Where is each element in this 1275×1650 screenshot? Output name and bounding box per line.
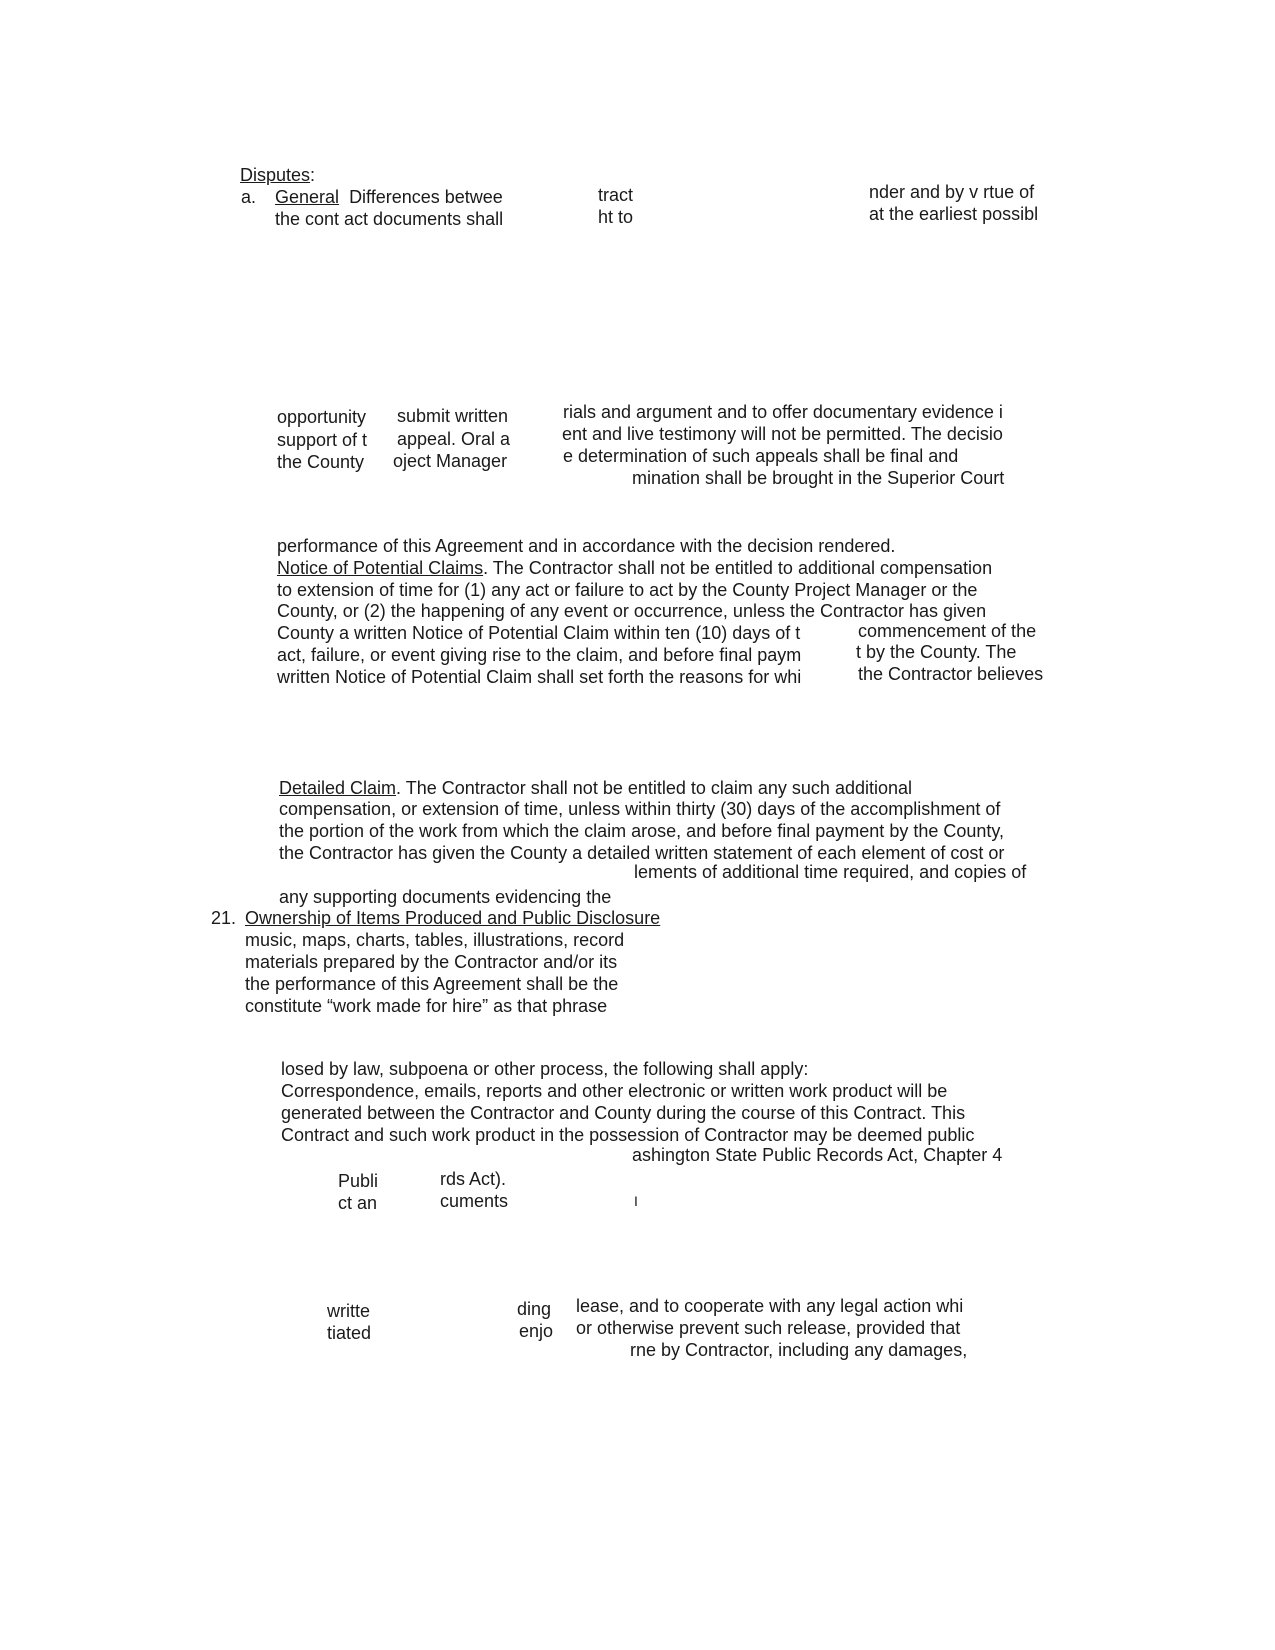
item-a-line1-mid: tract (598, 185, 634, 205)
disclosure-fragment-left2: ct an (338, 1193, 378, 1213)
appeal-col1-line2: support of t (277, 430, 368, 450)
section21-line1: music, maps, charts, tables, illustrations, record (245, 930, 625, 950)
release-col3-line1: lease, and to cooperate with any legal action whi (576, 1296, 964, 1316)
section21-line2: materials prepared by the Contractor and/or its (245, 952, 618, 972)
release-col3-line2: or otherwise prevent such release, provided that (576, 1318, 961, 1338)
disclosure-fragment-mark: I (634, 1193, 638, 1209)
detailed-claim-line6: any supporting documents evidencing the (279, 887, 612, 907)
disputes-heading-line (240, 164, 315, 186)
disclosure-line3: generated between the Contractor and County during the course of this Contract. This (281, 1103, 966, 1123)
item-a-line2-mid: ht to (598, 207, 634, 227)
disclosure-fragment-left1: Publi (338, 1171, 379, 1191)
detailed-claim-line1 (279, 777, 912, 799)
release-col2-line1: ding (517, 1299, 552, 1319)
item-a-line1-left (275, 186, 503, 208)
detailed-claim-line5: lements of additional time required, and copies of (634, 862, 1027, 882)
appeal-col1-line3: the County (277, 452, 365, 472)
section21-line4: constitute “work made for hire” as that phrase (245, 996, 608, 1016)
item-a-line1-text: Differences betwee (349, 187, 503, 207)
appeal-col3-line3: e determination of such appeals shall be final and (563, 446, 959, 466)
disclosure-line5: ashington State Public Records Act, Chapter 4 (632, 1145, 1003, 1165)
appeal-col3-line2: ent and live testimony will not be permitted. The decisio (562, 424, 1003, 444)
notice-claims-line6-right: the Contractor believes (858, 664, 1044, 684)
performance-line: performance of this Agreement and in accordance with the decision rendered. (277, 536, 896, 556)
detailed-claim-line4: the Contractor has given the County a detailed written statement of each element of cost or (279, 843, 1005, 863)
appeal-col2-line2: appeal. Oral a (397, 429, 511, 449)
appeal-col3-line4: mination shall be brought in the Superior Court (632, 468, 1005, 488)
section21-number: 21. (211, 908, 237, 928)
appeal-col1-line1: opportunity (277, 407, 367, 427)
appeal-col2-line1: submit written (397, 406, 509, 426)
section21-title: Ownership of Items Produced and Public Disclosure (245, 908, 661, 928)
disclosure-fragment-mid1: rds Act). (440, 1169, 507, 1189)
detailed-claim-line3: the portion of the work from which the claim arose, and before final payment by the County, (279, 821, 1005, 841)
item-a-line2-left: the cont act documents shall (275, 209, 504, 229)
release-col2-line2: enjo (519, 1321, 554, 1341)
disclosure-line2: Correspondence, emails, reports and other electronic or written work product will be (281, 1081, 948, 1101)
release-col1-line1: writte (327, 1301, 371, 1321)
disputes-heading: Disputes (240, 165, 311, 185)
notice-claims-line4-right: commencement of the (858, 621, 1037, 641)
item-a-line1-right: nder and by v rtue of (869, 182, 1035, 202)
disclosure-fragment-mid2: cuments (440, 1191, 509, 1211)
notice-claims-line2: to extension of time for (1) any act or failure to act by the County Project Manager or the (277, 580, 978, 600)
disputes-heading-colon: : (310, 165, 316, 185)
detailed-claim-title: Detailed Claim (279, 778, 397, 798)
appeal-col2-line3: oject Manager (393, 451, 508, 471)
item-a-title: General (275, 187, 340, 207)
notice-claims-line5-left: act, failure, or event giving rise to the claim, and before final paym (277, 645, 802, 665)
notice-claims-line5-right: t by the County. The (856, 642, 1017, 662)
disclosure-line4: Contract and such work product in the possession of Contractor may be deemed public (281, 1125, 975, 1145)
item-a-marker: a. (241, 187, 257, 207)
section21-line3: the performance of this Agreement shall be the (245, 974, 619, 994)
item-a-line2-right: at the earliest possibl (869, 204, 1039, 224)
notice-claims-title: Notice of Potential Claims (277, 558, 484, 578)
notice-claims-line4-left: County a written Notice of Potential Claim within ten (10) days of t (277, 623, 801, 643)
disclosure-line1: losed by law, subpoena or other process, the following shall apply: (281, 1059, 809, 1079)
detailed-claim-line1-text: . The Contractor shall not be entitled to claim any such additional (396, 778, 913, 798)
notice-claims-line3: County, or (2) the happening of any event or occurrence, unless the Contractor has given (277, 601, 987, 621)
detailed-claim-line2: compensation, or extension of time, unless within thirty (30) days of the accomplishment of (279, 799, 1001, 819)
release-col1-line2: tiated (327, 1323, 372, 1343)
notice-claims-line1 (277, 557, 992, 579)
release-col3-line3: rne by Contractor, including any damages, (630, 1340, 968, 1360)
notice-claims-line6-left: written Notice of Potential Claim shall set forth the reasons for whi (277, 667, 802, 687)
notice-claims-line1-text: . The Contractor shall not be entitled to additional compensation (483, 558, 993, 578)
appeal-col3-line1: rials and argument and to offer documentary evidence i (563, 402, 1003, 422)
